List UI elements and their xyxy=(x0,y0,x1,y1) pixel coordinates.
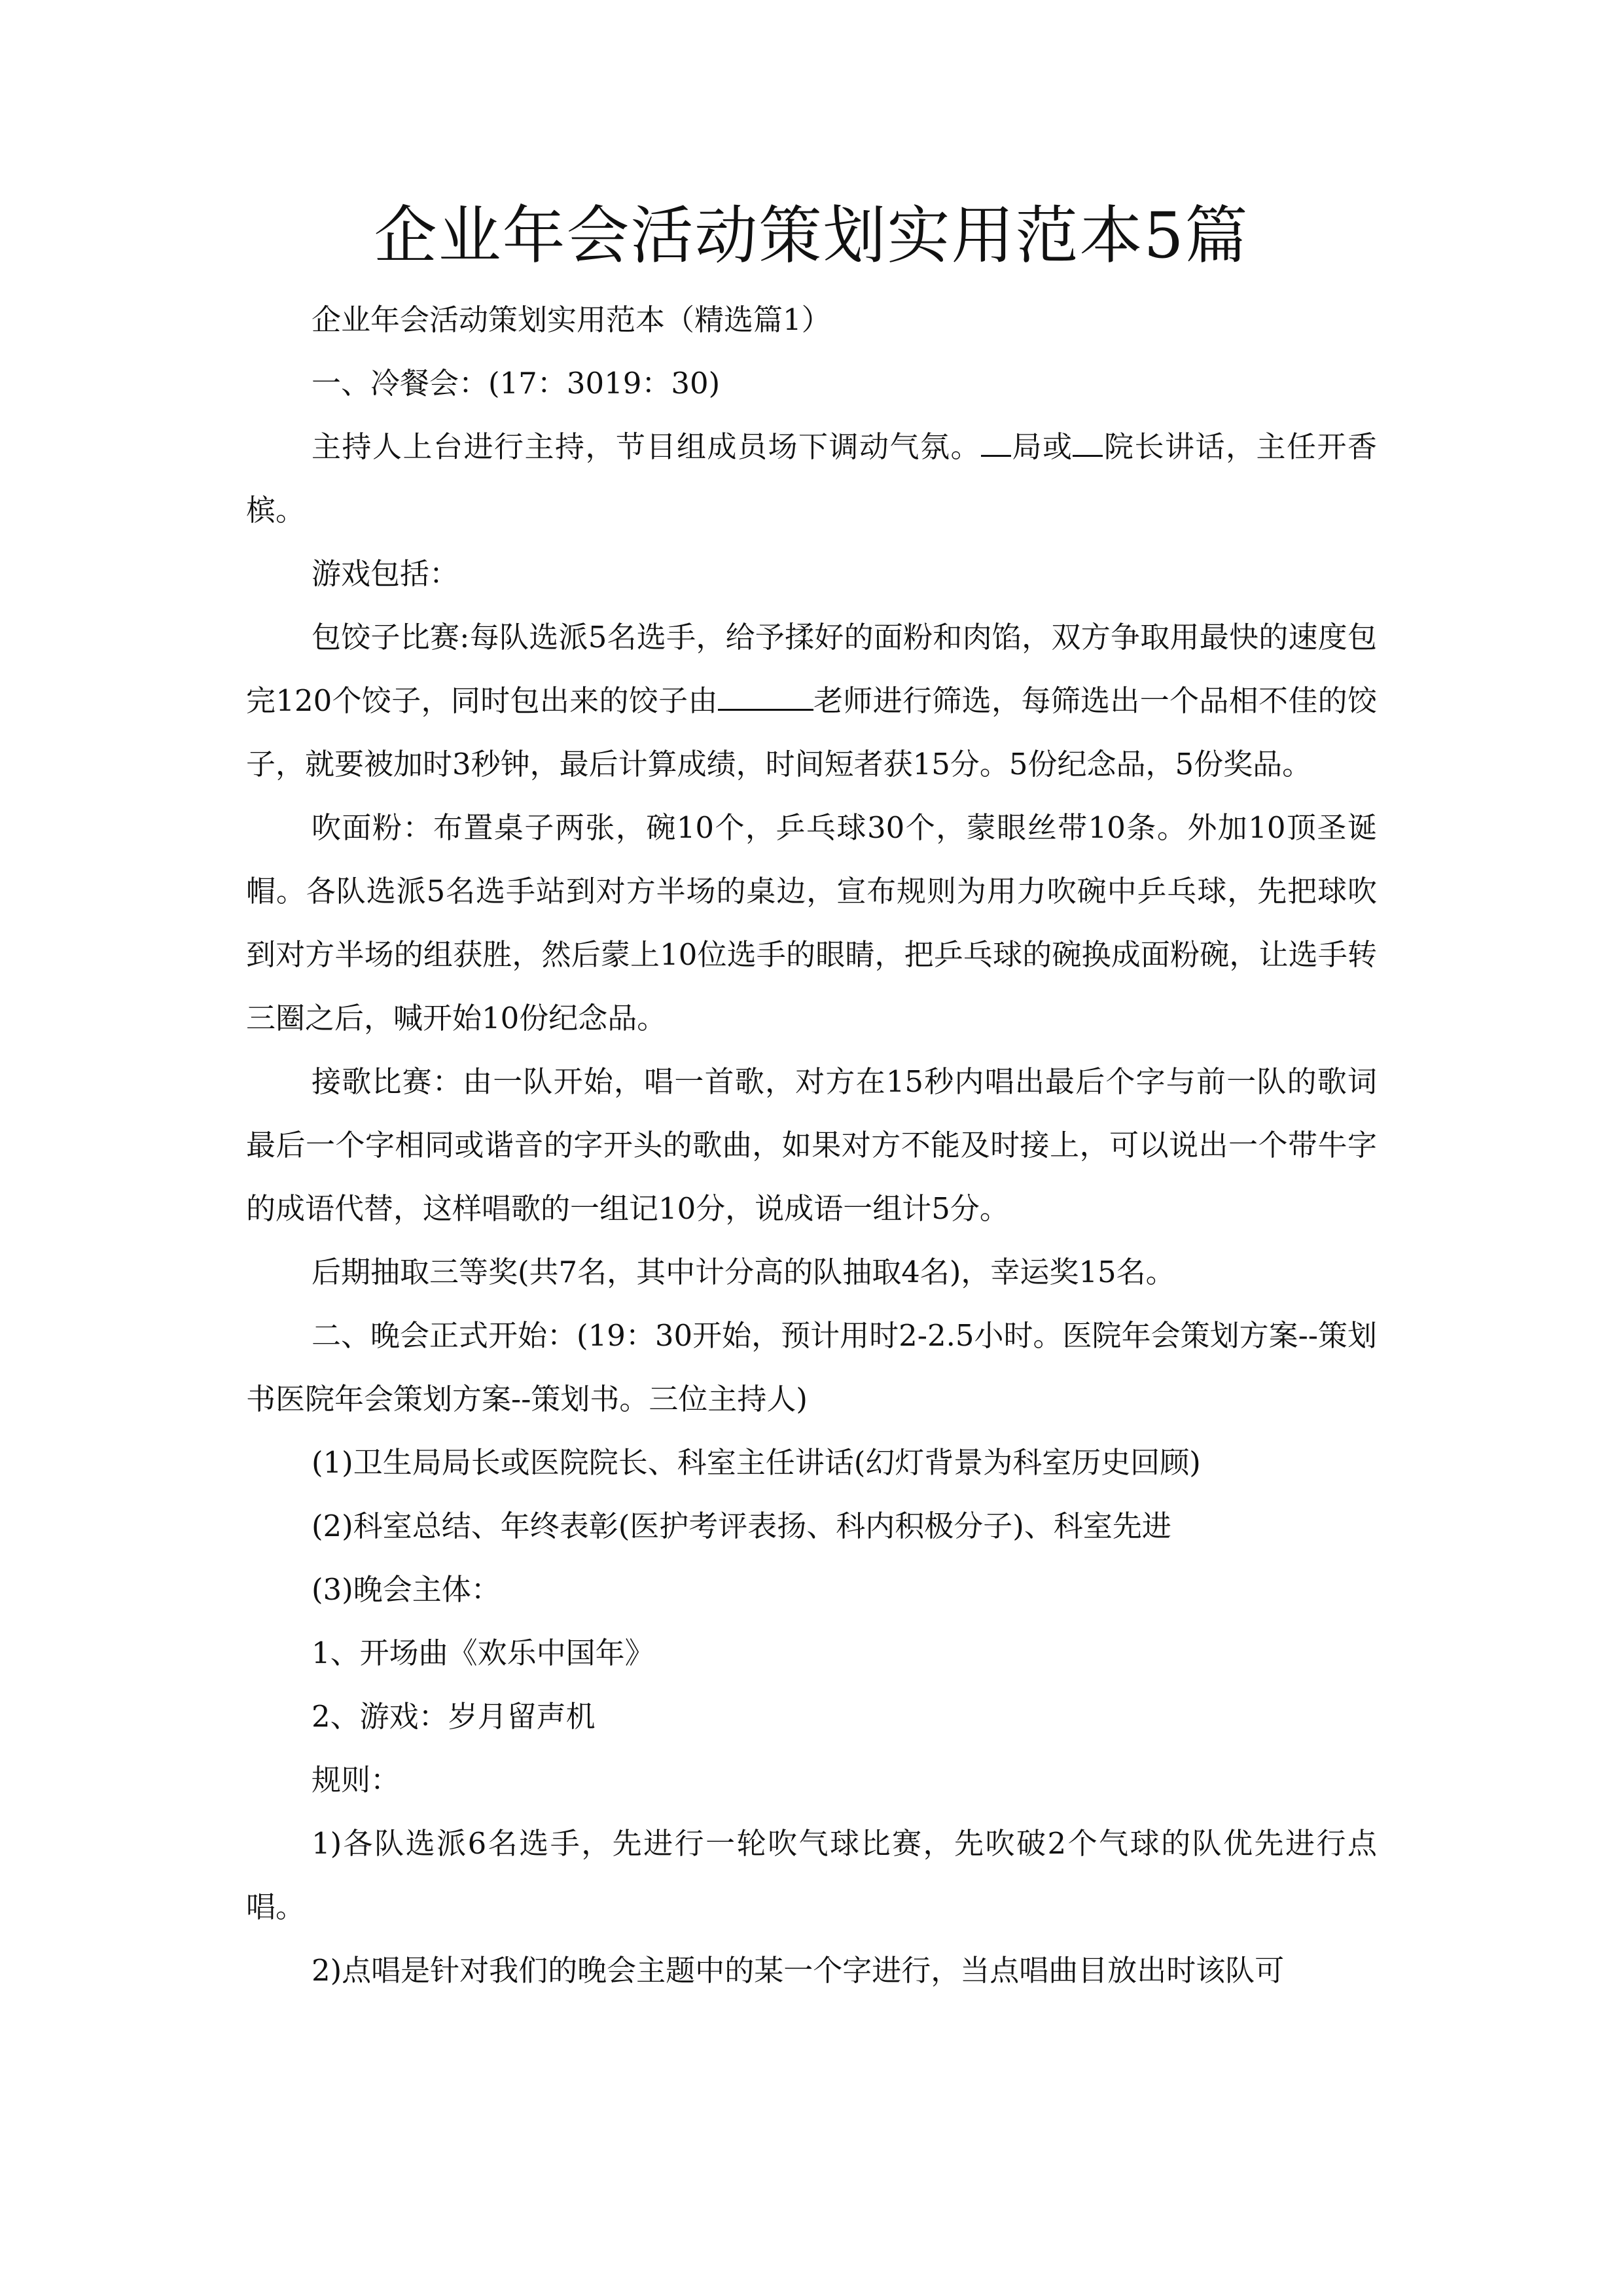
fill-in-blank xyxy=(718,679,813,711)
section-heading-cold-buffet: 一、冷餐会：(17：3019：30) xyxy=(312,366,721,401)
section-subtitle: 企业年会活动策划实用范本（精选篇1） xyxy=(312,302,831,337)
rule-item-2: 2)点唱是针对我们的晚会主题中的某一个字进行，当点唱曲目放出时该队可 xyxy=(312,1953,1285,1988)
section-heading-evening-gala: 二、晚会正式开始：(19：30开始，预计用时2-2.5小时。医院年会策划方案--策划书医院年会策划方案--策划书。三位主持人) xyxy=(246,1318,1377,1416)
fill-in-blank xyxy=(1073,425,1103,457)
paragraph-host-intro: 主持人上台进行主持，节目组成员场下调动气氛。 局或 院长讲话，主任开香槟。 xyxy=(246,415,1377,542)
paragraph-dumpling-contest: 包饺子比赛:每队选派5名选手，给予揉好的面粉和肉馅，双方争取用最快的速度包完120个饺子，同时包出来的饺子由 老师进行筛选，每筛选出一个品相不佳的饺子，就要被加时3秒钟，最后计算成绩，时间短者获15分。5份纪念品，5份奖品。 xyxy=(246,620,1377,781)
rules-heading: 规则： xyxy=(312,1763,401,1797)
fill-in-blank xyxy=(981,425,1011,457)
program-item-opening-song: 1、开场曲《欢乐中国年》 xyxy=(312,1636,654,1670)
list-item-1: (1)卫生局局长或医院院长、科室主任讲话(幻灯背景为科室历史回顾) xyxy=(312,1445,1201,1480)
paragraph-blow-flour: 吹面粉：布置桌子两张，碗10个，乒乓球30个，蒙眼丝带10条。外加10顶圣诞帽。各队选派5名选手站到对方半场的桌边，宣布规则为用力吹碗中乒乓球，先把球吹到对方半场的组获胜，然后蒙上10位选手的眼睛，把乒乓球的碗换成面粉碗，让选手转三圈之后，喊开始10份纪念品。 xyxy=(246,810,1377,1035)
document-title: 企业年会活动策划实用范本5篇 xyxy=(374,199,1249,272)
paragraph-song-relay: 接歌比赛：由一队开始，唱一首歌，对方在15秒内唱出最后个字与前一队的歌词最后一个字相同或谐音的字开头的歌曲，如果对方不能及时接上，可以说出一个带牛字的成语代替，这样唱歌的一组记10分，说成语一组计5分。 xyxy=(246,1064,1377,1226)
rule-item-1: 1)各队选派6名选手，先进行一轮吹气球比赛，先吹破2个气球的队优先进行点唱。 xyxy=(246,1826,1377,1924)
document-body xyxy=(246,288,1377,2002)
program-item-game: 2、游戏：岁月留声机 xyxy=(312,1699,596,1734)
list-item-3: (3)晚会主体： xyxy=(312,1572,501,1607)
paragraph-lottery: 后期抽取三等奖(共7名，其中计分高的队抽取4名)，幸运奖15名。 xyxy=(312,1255,1175,1289)
paragraph-games-include: 游戏包括： xyxy=(312,556,459,591)
list-item-2: (2)科室总结、年终表彰(医护考评表扬、科内积极分子)、科室先进 xyxy=(312,1509,1171,1543)
